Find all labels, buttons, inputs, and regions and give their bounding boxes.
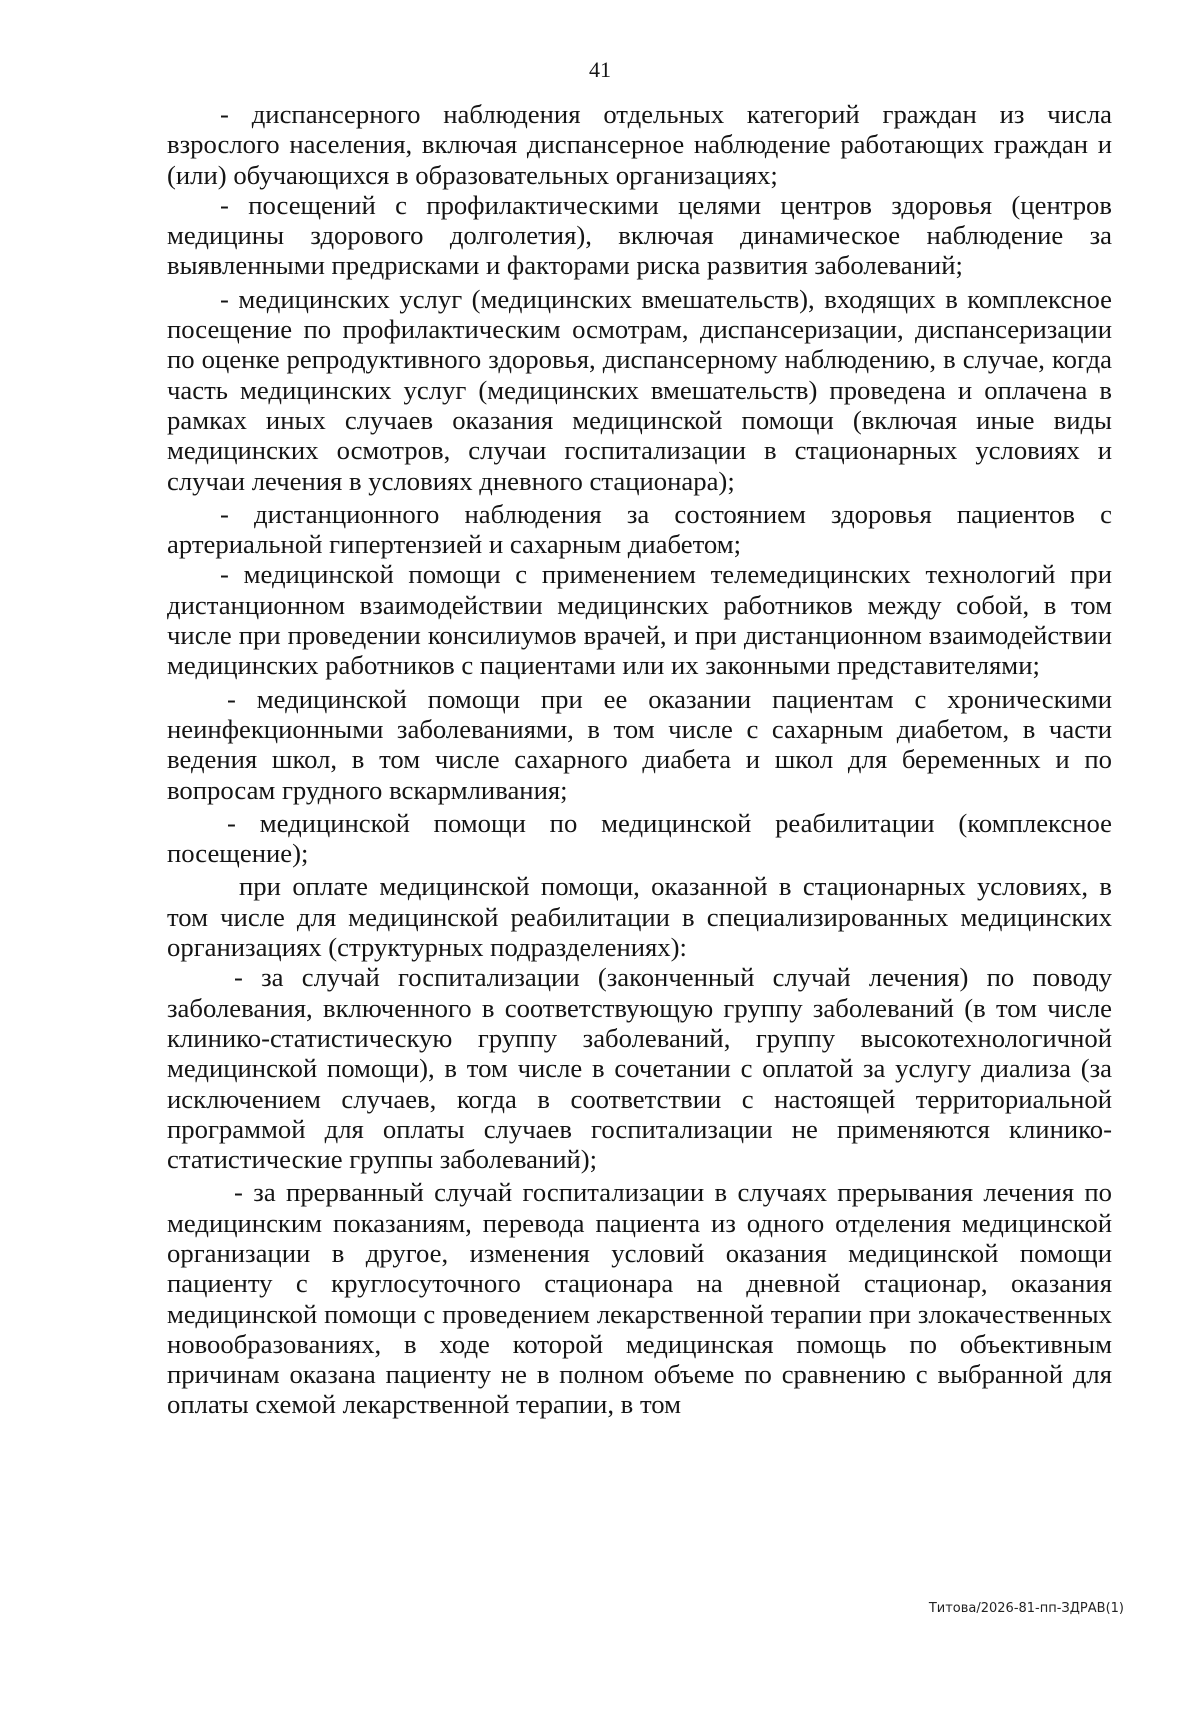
document-footer-code: Титова/2026-81-пп-ЗДРАВ(1) [928, 1601, 1124, 1616]
paragraph-medical-services: - медицинских услуг (медицинских вмешательств), входящих в комплексное посещение по профилактическим осмотрам, диспансеризации, диспансеризации по оценке репродуктивного здоровья, диспансерному наблюдению, в случае, когда часть медицинских услуг (медицинских вмешательств) проведена и оплачена в рамках иных случаев оказания медицинской помощи (включая иные виды медицинских осмотров, случаи госпитализации в стационарных условиях и случаи лечения в условиях дневного стационара); [167, 283, 1112, 496]
paragraph-interrupted-case: - за прерванный случай госпитализации в случаях прерывания лечения по медицинским показаниям, перевода пациента из одного отделения медицинской организации в другое, изменения условий оказания медицинской помощи пациенту с круглосуточного стационара на дневной стационар, оказания медицинской помощи с проведением лекарственной терапии при злокачественных новообразованиях, в ходе которой медицинская помощь по объективным причинам оказана пациенту не в полном объеме по сравнению с выбранной для оплаты схемой лекарственной терапии, в том [167, 1177, 1112, 1420]
paragraph-dispensary-observation: - диспансерного наблюдения отдельных категорий граждан из числа взрослого населения, включая диспансерное наблюдение работающих граждан и (или) обучающихся в образовательных организациях; [167, 99, 1112, 190]
document-body [167, 99, 1112, 1420]
page-number: 41 [589, 57, 611, 82]
paragraph-health-centers: - посещений с профилактическими целями центров здоровья (центров медицины здорового долголетия), включая динамическое наблюдение за выявленными предрисками и факторами риска развития заболеваний; [167, 189, 1112, 281]
paragraph-remote-monitoring: - дистанционного наблюдения за состоянием здоровья пациентов с артериальной гипертензией и сахарным диабетом; [167, 498, 1112, 560]
paragraph-inpatient-payment: при оплате медицинской помощи, оказанной в стационарных условиях, в том числе для медицинской реабилитации в специализированных медицинских организациях (структурных подразделениях): [167, 871, 1112, 963]
paragraph-chronic-diseases: - медицинской помощи при ее оказании пациентам с хроническими неинфекционными заболеваниями, в том числе с сахарным диабетом, в части ведения школ, в том числе сахарного диабета и школ для беременных и по вопросам грудного вскармливания; [167, 683, 1112, 805]
paragraph-hospitalization-case: - за случай госпитализации (законченный случай лечения) по поводу заболевания, включенного в соответствующую группу заболеваний (в том числе клинико-статистическую группу заболеваний, группу высокотехнологичной медицинской помощи), в том числе в сочетании с оплатой за услугу диализа (за исключением случаев, когда в соответствии с настоящей территориальной программой для оплаты случаев госпитализации не применяются клинико-статистические группы заболеваний); [167, 962, 1112, 1175]
paragraph-rehabilitation: - медицинской помощи по медицинской реабилитации (комплексное посещение); [167, 807, 1112, 869]
paragraph-telemedicine: - медицинской помощи с применением телемедицинских технологий при дистанционном взаимодействии медицинских работников между собой, в том числе при проведении консилиумов врачей, и при дистанционном взаимодействии медицинских работников с пациентами или их законными представителями; [167, 559, 1112, 681]
